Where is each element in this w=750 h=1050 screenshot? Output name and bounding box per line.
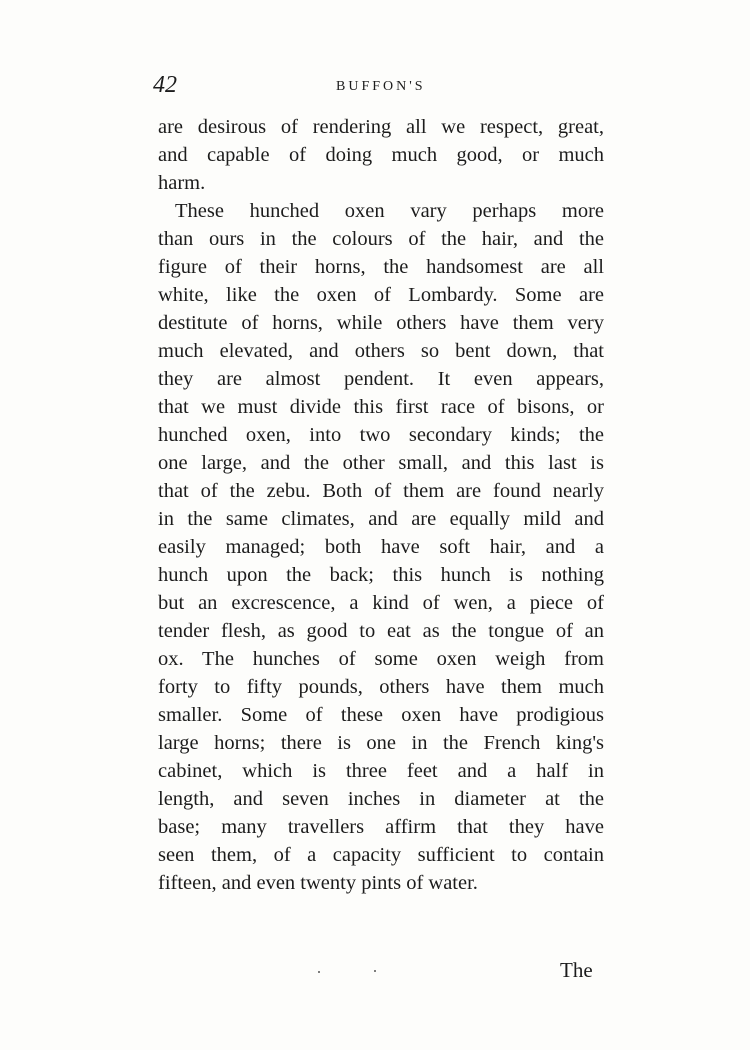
- text-line: but an excrescence, a kind of wen, a piece of: [158, 592, 604, 614]
- running-head: BUFFON'S: [336, 79, 426, 94]
- text-line: harm.: [158, 172, 206, 194]
- text-line: ox. The hunches of some oxen weigh from: [158, 648, 604, 670]
- page-number: 42: [153, 72, 177, 98]
- catchword: The: [560, 958, 593, 982]
- text-line: figure of their horns, the handsomest are all: [158, 256, 604, 278]
- text-line: These hunched oxen vary perhaps more: [175, 200, 604, 222]
- text-line: hunched oxen, into two secondary kinds; the: [158, 424, 604, 446]
- text-line: forty to fifty pounds, others have them much: [158, 676, 604, 698]
- text-line: destitute of horns, while others have them very: [158, 312, 604, 334]
- text-line: hunch upon the back; this hunch is nothing: [158, 564, 604, 586]
- text-line: white, like the oxen of Lombardy. Some are: [158, 284, 604, 306]
- ink-speck: [374, 970, 376, 972]
- text-line: that of the zebu. Both of them are found nearly: [158, 480, 604, 502]
- text-line: one large, and the other small, and this last is: [158, 452, 604, 474]
- text-line: tender flesh, as good to eat as the tongue of an: [158, 620, 604, 642]
- body-text: [158, 113, 604, 897]
- text-line: easily managed; both have soft hair, and a: [158, 536, 604, 558]
- text-line: they are almost pendent. It even appears,: [158, 368, 604, 390]
- text-line: large horns; there is one in the French king's: [158, 732, 604, 754]
- text-line: than ours in the colours of the hair, and the: [158, 228, 604, 250]
- text-line: that we must divide this first race of bisons, or: [158, 396, 604, 418]
- page-header: [153, 72, 603, 102]
- text-line: seen them, of a capacity sufficient to contain: [158, 844, 604, 866]
- text-line: much elevated, and others so bent down, that: [158, 340, 604, 362]
- text-line: in the same climates, and are equally mild and: [158, 508, 604, 530]
- text-line: and capable of doing much good, or much: [158, 144, 604, 166]
- ink-speck: [318, 971, 320, 973]
- text-line: are desirous of rendering all we respect, great,: [158, 116, 604, 138]
- text-line: cabinet, which is three feet and a half in: [158, 760, 604, 782]
- print-specks: [318, 970, 378, 974]
- text-line: length, and seven inches in diameter at the: [158, 788, 604, 810]
- text-line: base; many travellers affirm that they have: [158, 816, 604, 838]
- text-line: fifteen, and even twenty pints of water.: [158, 872, 478, 894]
- text-line: smaller. Some of these oxen have prodigious: [158, 704, 604, 726]
